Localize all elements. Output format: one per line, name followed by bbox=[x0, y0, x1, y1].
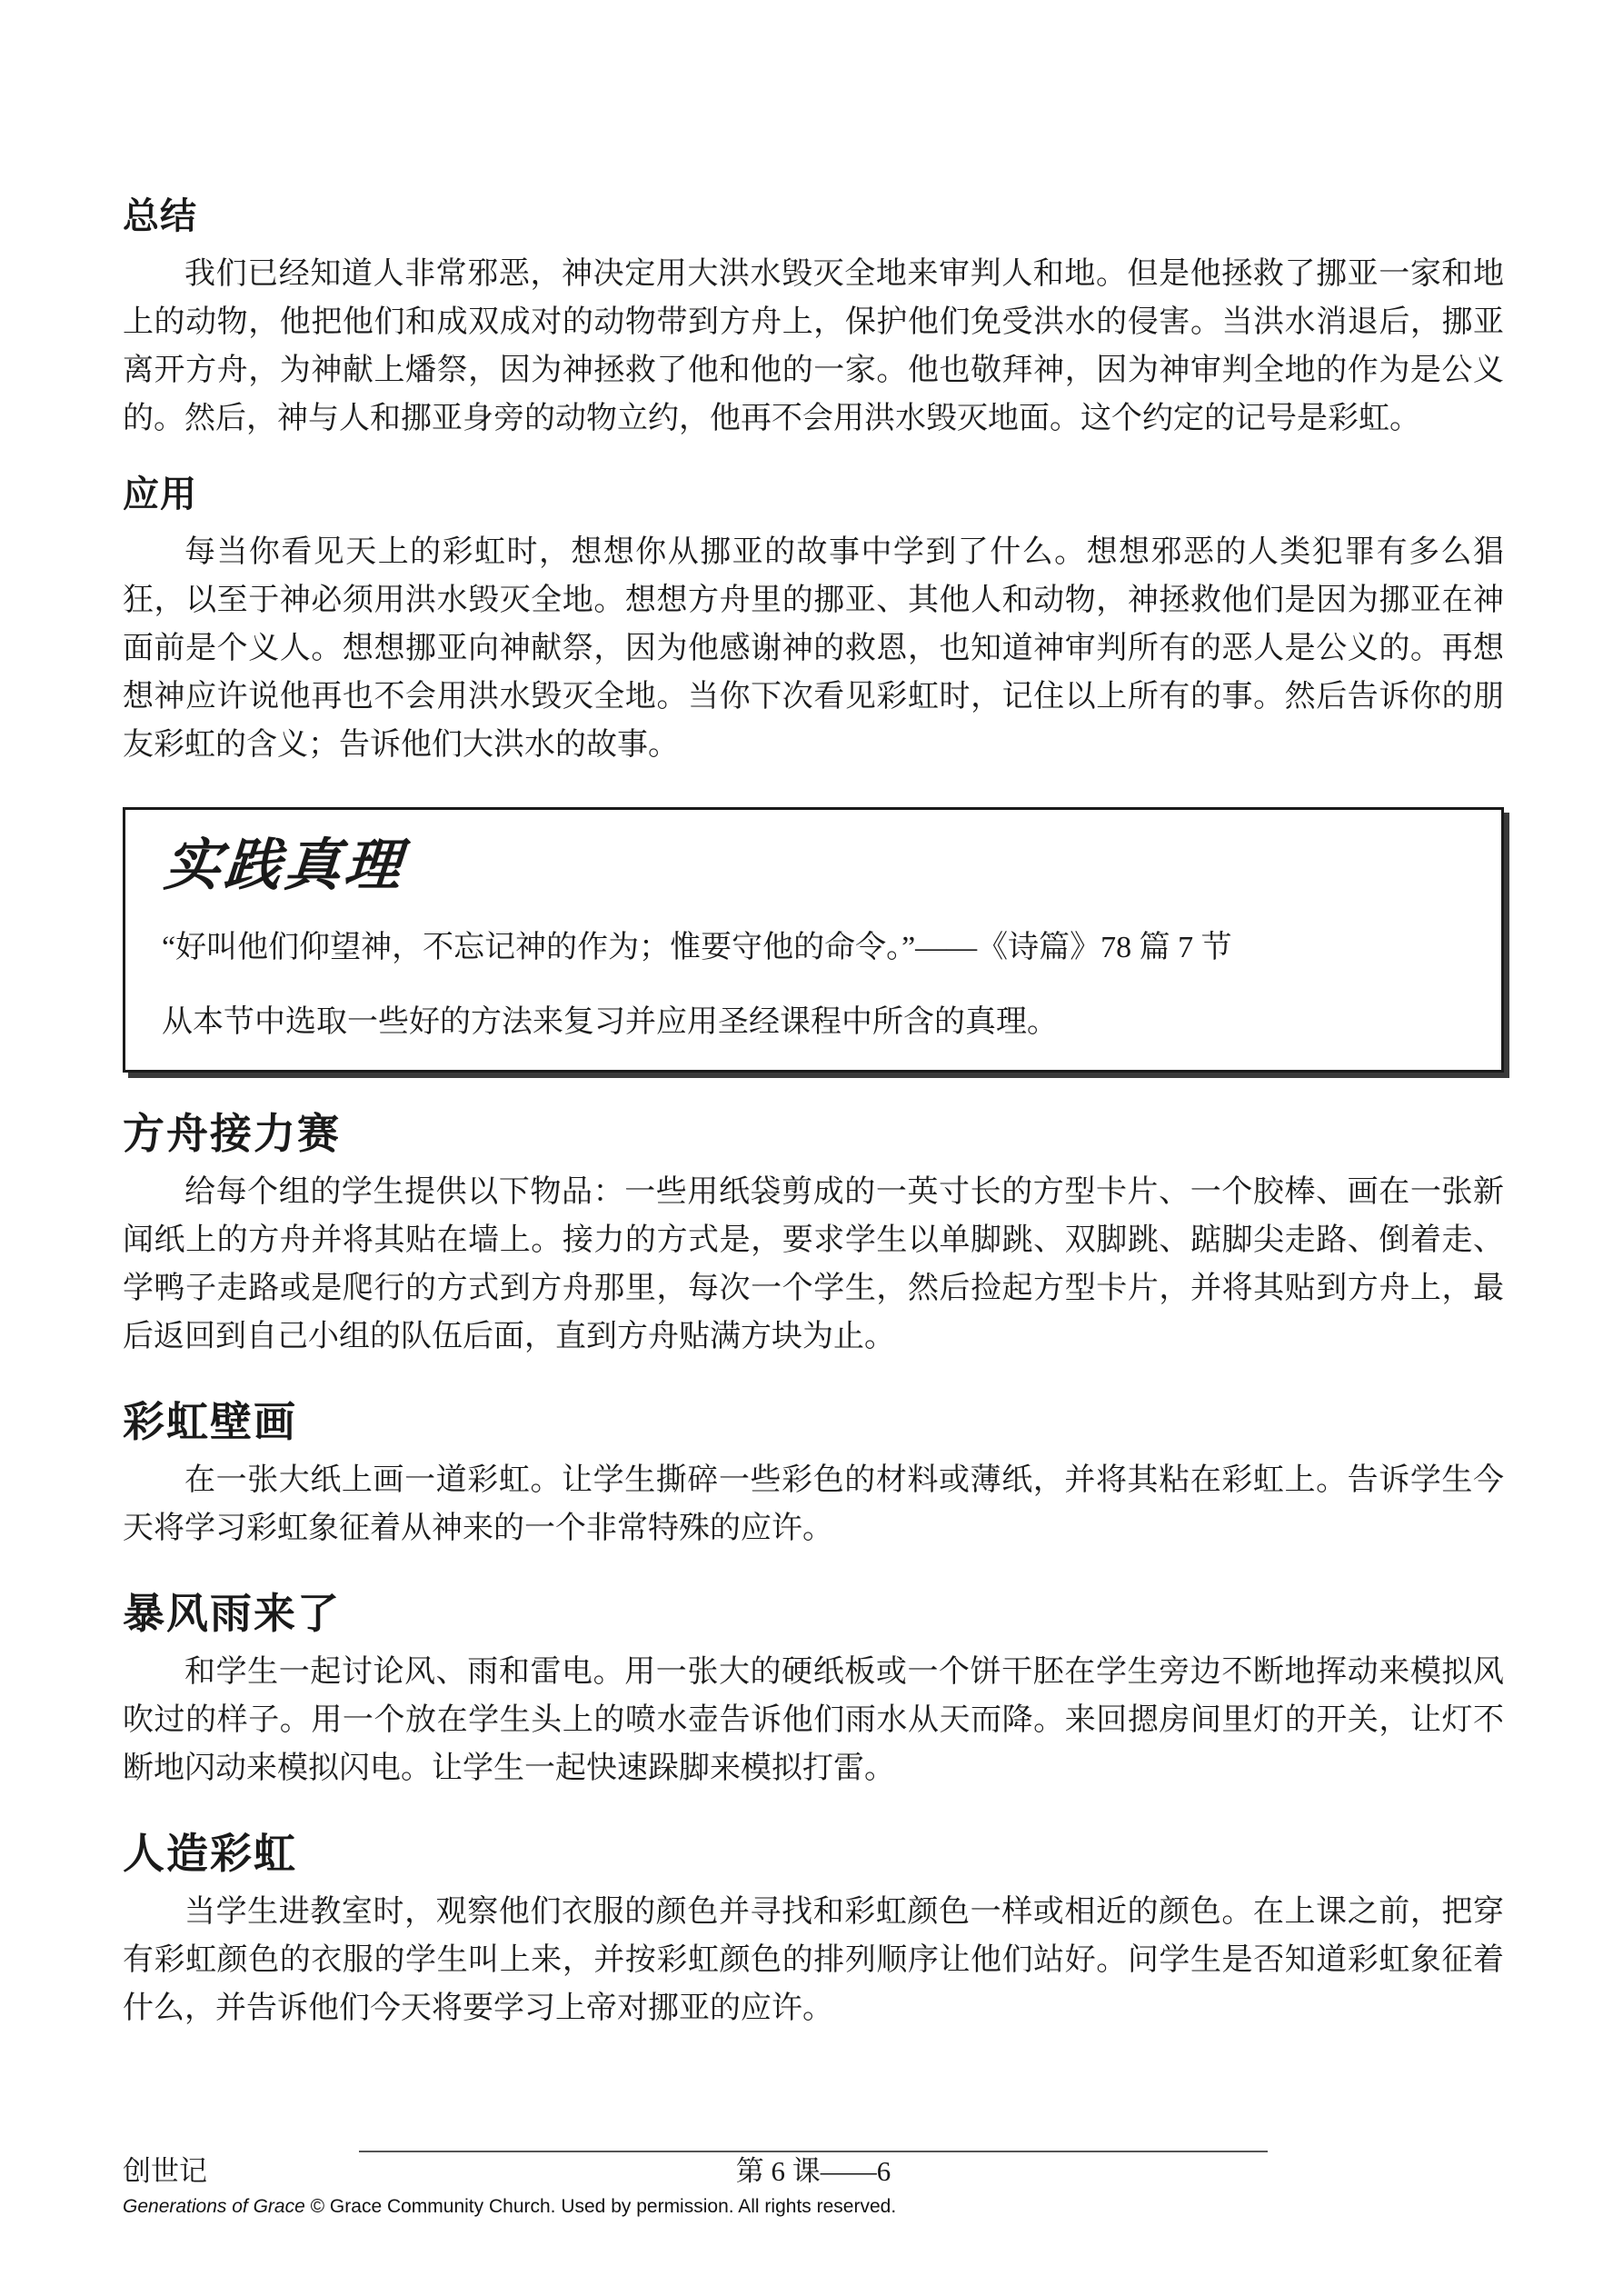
scripture-quote: “好叫他们仰望神，不忘记神的作为；惟要守他的命令。”——《诗篇》78 篇 7 节 bbox=[162, 930, 1232, 964]
book-title: 创世记 bbox=[123, 2155, 207, 2187]
activity-paragraph-manmade-rainbow: 当学生进教室时，观察他们衣服的颜色并寻找和彩虹颜色一样或相近的颜色。在上课之前，把穿有彩虹颜色的衣服的学生叫上来，并按彩虹颜色的排列顺序让他们站好。问学生是否知道彩虹象征着什么，并告诉他们今天将要学习上帝对挪亚的应许。 bbox=[123, 1895, 1504, 2026]
practice-truth-heading: 实践真理 bbox=[162, 835, 407, 897]
activity-rainbow-mural bbox=[123, 1397, 1504, 1552]
page-number-label: 第 6 课——6 bbox=[735, 2155, 891, 2187]
activity-heading-rainbow-mural: 彩虹壁画 bbox=[123, 1398, 297, 1445]
activity-ark-relay bbox=[123, 1109, 1504, 1361]
summary-paragraph: 我们已经知道人非常邪恶，神决定用大洪水毁灭全地来审判人和地。但是他拯救了挪亚一家和地上的动物，他把他们和成双成对的动物带到方舟上，保护他们免受洪水的侵害。当洪水消退后，挪亚离开方舟，为神献上燔祭，因为神拯救了他和他的一家。他也敬拜神，因为神审判全地的作为是公义的。然后，神与人和挪亚身旁的动物立约，他再不会用洪水毁灭地面。这个约定的记号是彩虹。 bbox=[123, 257, 1504, 435]
copyright-series-title: Generations of Grace bbox=[123, 2196, 305, 2218]
activity-paragraph-storm-coming: 和学生一起讨论风、雨和雷电。用一张大的硬纸板或一个饼干胚在学生旁边不断地挥动来模拟风吹过的样子。用一个放在学生头上的喷水壶告诉他们雨水从天而降。来回摁房间里灯的开关，让灯不断地闪动来模拟闪电。让学生一起快速跺脚来模拟打雷。 bbox=[123, 1655, 1504, 1786]
activity-storm-coming bbox=[123, 1589, 1504, 1792]
activity-manmade-rainbow bbox=[123, 1829, 1504, 2032]
application-heading: 应用 bbox=[123, 474, 197, 514]
copyright-text: © Grace Community Church. Used by permission. All rights reserved. bbox=[310, 2196, 897, 2218]
page-footer bbox=[123, 2141, 1504, 2219]
activity-paragraph-ark-relay: 给每个组的学生提供以下物品：一些用纸袋剪成的一英寸长的方型卡片、一个胶棒、画在一张新闻纸上的方舟并将其贴在墙上。接力的方式是，要求学生以单脚跳、双脚跳、踮脚尖走路、倒着走、学鸭子走路或是爬行的方式到方舟那里，每次一个学生，然后捡起方型卡片，并将其贴到方舟上，最后返回到自己小组的队伍后面，直到方舟贴满方块为止。 bbox=[123, 1174, 1504, 1353]
section-application bbox=[123, 474, 1504, 769]
summary-heading: 总结 bbox=[123, 195, 197, 236]
activity-heading-manmade-rainbow: 人造彩虹 bbox=[123, 1831, 297, 1878]
truth-box-instruction: 从本节中选取一些好的方法来复习并应用圣经课程中所含的真理。 bbox=[162, 1004, 1058, 1039]
activity-heading-ark-relay: 方舟接力赛 bbox=[123, 1110, 341, 1157]
activity-paragraph-rainbow-mural: 在一张大纸上画一道彩虹。让学生撕碎一些彩色的材料或薄纸，并将其粘在彩虹上。告诉学生今天将学习彩虹象征着从神来的一个非常特殊的应许。 bbox=[123, 1462, 1504, 1545]
practice-truth-box bbox=[123, 807, 1504, 1073]
application-paragraph: 每当你看见天上的彩虹时，想想你从挪亚的故事中学到了什么。想想邪恶的人类犯罪有多么猖狂，以至于神必须用洪水毁灭全地。想想方舟里的挪亚、其他人和动物，神拯救他们是因为挪亚在神面前是个义人。想想挪亚向神献祭，因为他感谢神的救恩，也知道神审判所有的恶人是公义的。再想想神应许说他再也不会用洪水毁灭全地。当你下次看见彩虹时，记住以上所有的事。然后告诉你的朋友彩虹的含义；告诉他们大洪水的故事。 bbox=[123, 535, 1504, 762]
activity-heading-storm-coming: 暴风雨来了 bbox=[123, 1590, 341, 1637]
copyright-line bbox=[123, 2195, 1504, 2219]
footer-row bbox=[123, 2141, 1504, 2188]
section-summary bbox=[123, 195, 1504, 443]
